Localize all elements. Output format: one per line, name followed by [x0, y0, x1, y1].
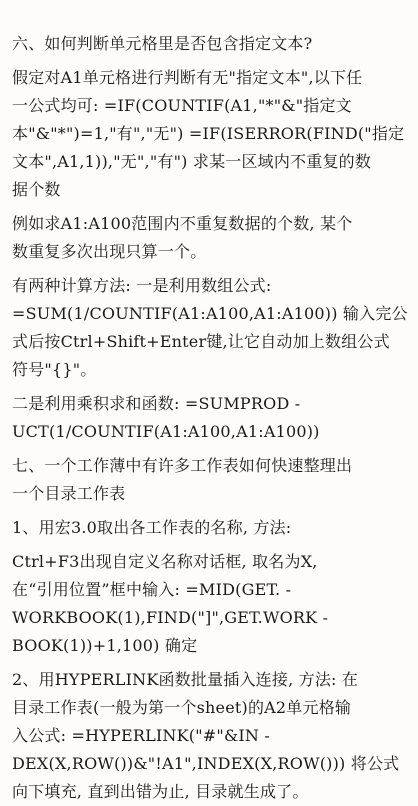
- step-1-heading: [12, 514, 408, 542]
- text-line: 二是利用乘积求和函数: =SUMPROD -: [12, 394, 301, 413]
- section-6-heading: [12, 30, 408, 58]
- text-line: 一个目录工作表: [12, 484, 126, 503]
- paragraph-hyperlink-method: [12, 666, 408, 806]
- text-line: 一公式均可: =IF(COUNTIF(A1,"*"&"指定文: [12, 96, 352, 115]
- text-line: 向下填充, 直到出错为止, 目录就生成了。: [12, 782, 309, 801]
- text-line: 有两种计算方法: 一是利用数组公式:: [12, 276, 272, 295]
- paragraph-unique-count-example: [12, 210, 408, 266]
- text-line: 2、用HYPERLINK函数批量插入连接, 方法: 在: [12, 670, 359, 689]
- text-line: Ctrl+F3出现自定义名称对话框, 取名为X,: [12, 552, 318, 571]
- text-line: 式后按Ctrl+Shift+Enter键,让它自动加上数组公式: [12, 332, 390, 351]
- text-line: 文本",A1,1)),"无","有") 求某一区域内不重复的数: [12, 152, 372, 171]
- text-line: 符号"{}"。: [12, 360, 97, 379]
- text-line: BOOK(1))+1,100) 确定: [12, 636, 198, 655]
- text-line: 本"&"*")=1,"有","无") =IF(ISERROR(FIND("指定: [12, 124, 405, 143]
- text-line: 七、一个工作薄中有许多工作表如何快速整理出: [12, 456, 353, 475]
- text-line: 据个数: [12, 180, 61, 199]
- text-line: DEX(X,ROW())&"!A1",INDEX(X,ROW())) 将公式: [12, 754, 400, 773]
- text-line: 目录工作表(一般为第一个sheet)的A2单元格输: [12, 698, 352, 717]
- paragraph-sumproduct-method: [12, 390, 408, 446]
- text-line: 假定对A1单元格进行判断有无"指定文本",以下任: [12, 68, 363, 87]
- text-line: 入公式: =HYPERLINK("#"&IN -: [12, 726, 271, 745]
- text-line: 1、用宏3.0取出各工作表的名称, 方法:: [12, 518, 292, 537]
- paragraph-contains-text-formula: [12, 64, 408, 204]
- text-line: WORKBOOK(1),FIND("]",GET.WORK -: [12, 608, 329, 627]
- text-line: =SUM(1/COUNTIF(A1:A100,A1:A100)) 输入完公: [12, 304, 408, 323]
- text-line: UCT(1/COUNTIF(A1:A100,A1:A100)): [12, 422, 320, 441]
- paragraph-define-name-instructions: [12, 548, 408, 660]
- section-7-heading: [12, 452, 408, 508]
- paragraph-array-formula-method: [12, 272, 408, 384]
- text-line: 在“引用位置”框中输入: =MID(GET. -: [12, 580, 292, 599]
- text-line: 六、如何判断单元格里是否包含指定文本?: [12, 34, 313, 53]
- text-line: 数重复多次出现只算一个。: [12, 242, 207, 261]
- text-line: 例如求A1:A100范围内不重复数据的个数, 某个: [12, 214, 353, 233]
